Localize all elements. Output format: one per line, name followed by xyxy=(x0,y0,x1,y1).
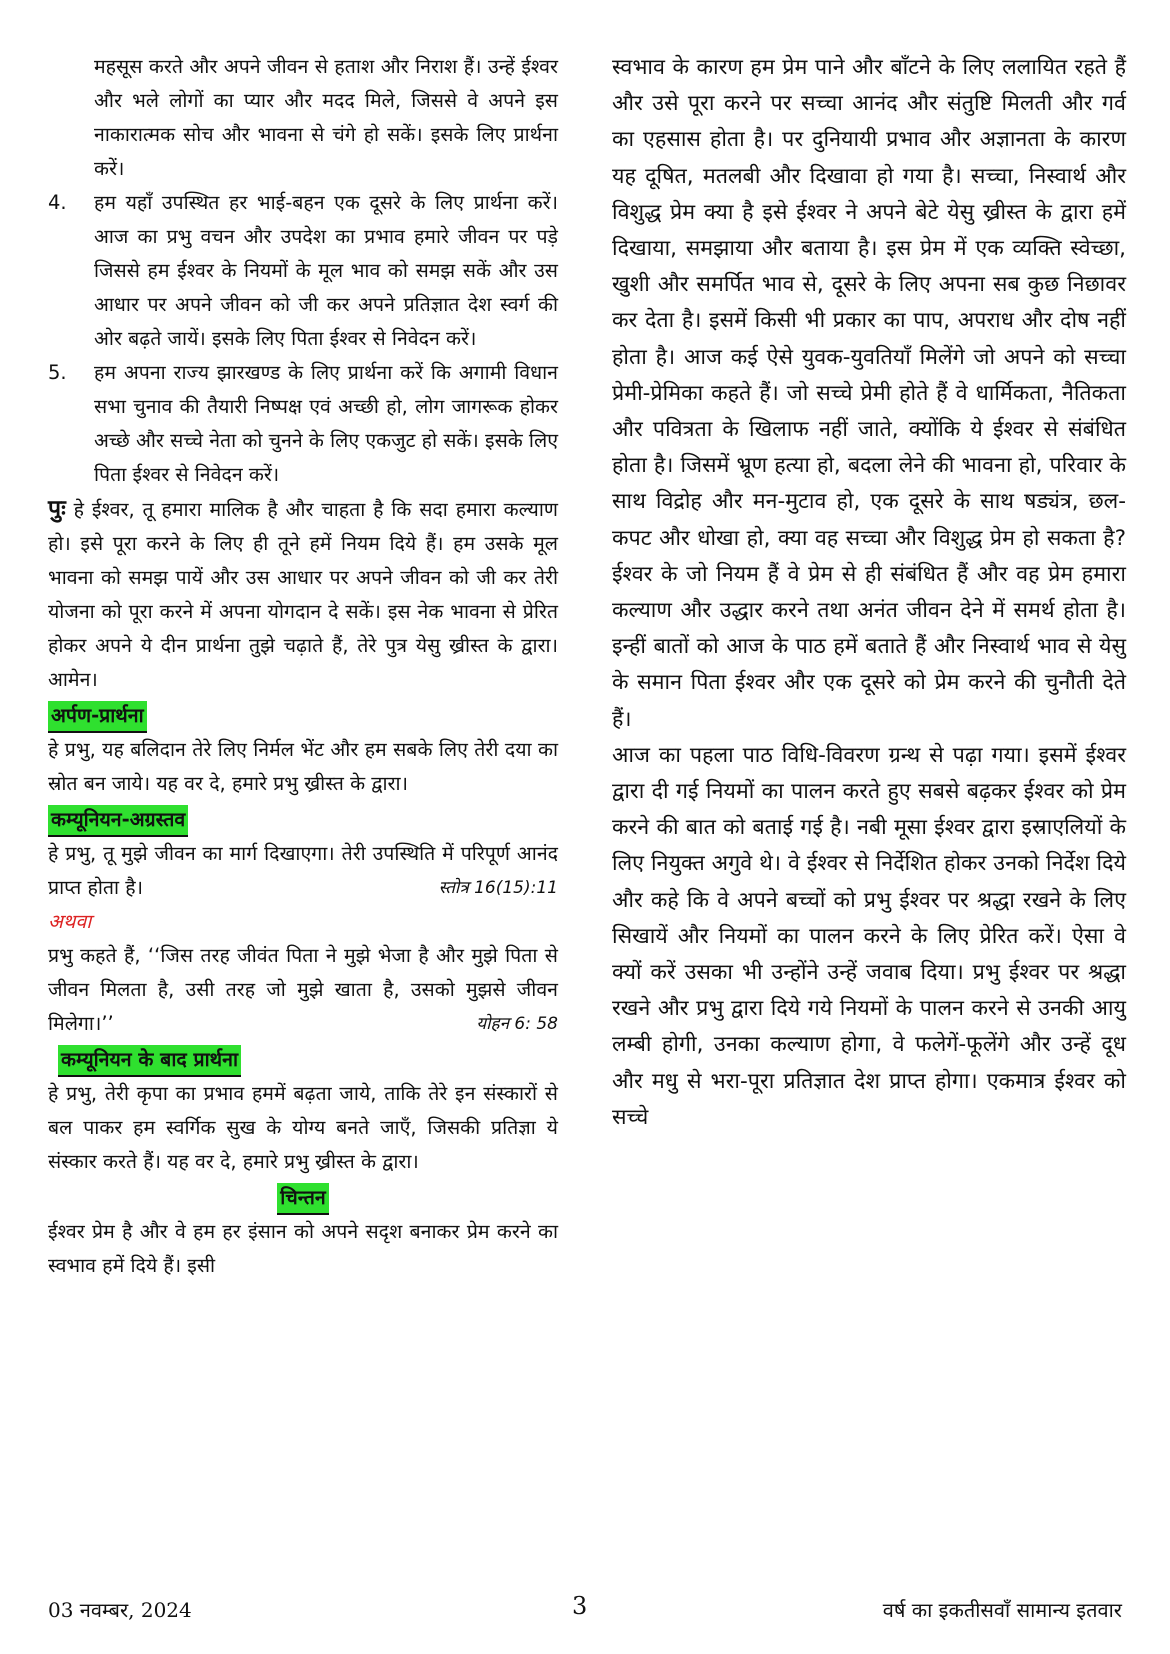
post-communion-heading: कम्यूनियन के बाद प्रार्थना xyxy=(58,1045,241,1077)
prayer-3-continuation: महसूस करते और अपने जीवन से हताश और निराश हैं। उन्हें ईश्वर और भले लोगों का प्यार और मदद मिले, जिससे वे अपने इस नाकारात्मक सोच और भावना से चंगे हो सकें। इसके लिए प्रार्थना करें। xyxy=(94,55,558,180)
prayer-number: 4. xyxy=(48,191,67,214)
reflection-heading-wrap xyxy=(48,1179,558,1215)
priest-prayer xyxy=(48,492,558,697)
priest-label: पुः xyxy=(48,496,66,522)
or-label: अथवा xyxy=(48,910,92,933)
right-column xyxy=(612,50,1126,1136)
prayer-number: 5. xyxy=(48,361,67,384)
communion-heading: कम्यूनियन-अग्रस्तव xyxy=(48,805,188,837)
prayer-text: हम अपना राज्य झारखण्ड के लिए प्रार्थना करें कि अगामी विधान सभा चुनाव की तैयारी निष्पक्ष एवं अच्छी हो, लोग जागरूक होकर अच्छे और सच्चे नेता को चुनने के लिए एकजुट हो सकें। इसके लिए पिता ईश्वर से निवेदन करें। xyxy=(94,361,558,486)
alternate-antiphon xyxy=(48,939,558,1041)
reflection-text: ईश्वर प्रेम है और वे हम हर इंसान को अपने सदृश बनाकर प्रेम करने का स्वभाव हमें दिये हैं। इसी xyxy=(48,1220,558,1277)
communion-citation: स्तोत्र 16(15):11 xyxy=(438,878,558,898)
offering-heading: अर्पण-प्रार्थना xyxy=(48,701,147,733)
reflection-paragraph-2: आज का पहला पाठ विधि-विवरण ग्रन्थ से पढ़ा गया। इसमें ईश्वर द्वारा दी गई नियमों का पालन करते हुए सबसे बढ़कर ईश्वर को प्रेम करने की बात को बताई गई है। नबी मूसा ईश्वर द्वारा इस्राएलियों के लिए नियुक्त अगुवे थे। वे ईश्वर से निर्देशित होकर उनको निर्देश दिये और कहे कि वे अपने बच्चों को प्रभु ईश्वर पर श्रद्धा रखने के लिए सिखायें और नियमों का पालन करने के लिए प्रेरित करें। ऐसा वे क्यों करें उसका भी उन्होंने उन्हें जवाब दिया। प्रभु ईश्वर पर श्रद्धा रखने और प्रभु द्वारा दिये गये नियमों के पालन करने से उनकी आयु लम्बी होगी, उनका कल्याण होगा, वे फलेगें-फूलेंगे और उन्हें दूध और मधु से भरा-पूरा प्रतिज्ञात देश प्राप्त होगा। एकमात्र ईश्वर को सच्चे xyxy=(612,742,1126,1130)
alternate-citation: योहन 6: 58 xyxy=(476,1014,558,1034)
reflection-heading: चिन्तन xyxy=(277,1183,328,1215)
offering-text: हे प्रभु, यह बलिदान तेरे लिए निर्मल भेंट और हम सबके लिए तेरी दया का स्रोत बन जाये। यह वर दे, हमारे प्रभु ख्रीस्त के द्वारा। xyxy=(48,738,558,795)
priest-text: हे ईश्वर, तू हमारा मालिक है और चाहता है कि सदा हमारा कल्याण हो। इसे पूरा करने के लिए ही तूने हमें नियम दिये हैं। हम उसके मूल भावना को समझ पायें और उस आधार पर अपने जीवन को जी कर तेरी योजना को पूरा करने में अपना योगदान दे सकें। इस नेक भावना से प्रेरित होकर अपने ये दीन प्रार्थना तुझे चढ़ाते हैं, तेरे पुत्र येसु ख्रीस्त के द्वारा। आमेन। xyxy=(48,498,559,691)
communion-antiphon xyxy=(48,837,558,905)
post-communion-text: हे प्रभु, तेरी कृपा का प्रभाव हममें बढ़ता जाये, ताकि तेरे इन संस्कारों से बल पाकर हम स्वर्गिक सुख के योग्य बनते जाएँ, जिसकी प्रतिज्ञा ये संस्कार करते हैं। यह वर दे, हमारे प्रभु ख्रीस्त के द्वारा। xyxy=(48,1082,558,1173)
communion-text: हे प्रभु, तू मुझे जीवन का मार्ग दिखाएगा। तेरी उपस्थिति में परिपूर्ण आनंद प्राप्त होता है। xyxy=(48,842,558,899)
left-column xyxy=(48,50,558,1283)
prayer-item-5 xyxy=(48,356,558,492)
prayer-item-4 xyxy=(48,186,558,356)
footer-date: 03 नवम्बर, 2024 xyxy=(48,1598,192,1622)
reflection-paragraph-1: स्वभाव के कारण हम प्रेम पाने और बाँटने के लिए ललायित रहते हैं और उसे पूरा करने पर सच्चा आनंद और संतुष्टि मिलती और गर्व का एहसास होता है। पर दुनियायी प्रभाव और अज्ञानता के कारण यह दूषित, मतलबी और दिखावा हो गया है। सच्चा, निस्वार्थ और विशुद्ध प्रेम क्या है इसे ईश्वर ने अपने बेटे येसु ख्रीस्त के द्वारा हमें दिखाया, समझाया और बताया है। इस प्रेम में एक व्यक्ति स्वेच्छा, खुशी और समर्पित भाव से, दूसरे के लिए अपना सब कुछ निछावर कर देता है। इसमें किसी भी प्रकार का पाप, अपराध और दोष नहीं होता है। आज कई ऐसे युवक-युवतियाँ मिलेंगे जो अपने को सच्चा प्रेमी-प्रेमिका कहते हैं। जो सच्चे प्रेमी होते हैं वे धार्मिकता, नैतिकता और पवित्रता के खिलाफ नहीं जाते, क्योंकि ये ईश्वर से संबंधित होता है। जिसमें भ्रूण हत्या हो, बदला लेने की भावना हो, परिवार के साथ विद्रोह और मन-मुटाव हो, एक दूसरे के साथ षड्यंत्र, छल-कपट और धोखा हो, क्या वह सच्चा और विशुद्ध प्रेम हो सकता है? ईश्वर के जो नियम हैं वे प्रेम से ही संबंधित हैं और वह प्रेम हमारा कल्याण और उद्धार करने तथा अनंत जीवन देने में समर्थ होता है। इन्हीं बातों को आज के पाठ हमें बताते हैं और निस्वार्थ भाव से येसु के समान पिता ईश्वर और एक दूसरे को प्रेम करने की चुनौती देते हैं। xyxy=(612,55,1126,732)
page-number: 3 xyxy=(572,1592,588,1620)
footer-title: वर्ष का इकतीसवाँ सामान्य इतवार xyxy=(882,1598,1122,1622)
prayer-text: हम यहाँ उपस्थित हर भाई-बहन एक दूसरे के लिए प्रार्थना करें। आज का प्रभु वचन और उपदेश का प्रभाव हमारे जीवन पर पड़े जिससे हम ईश्वर के नियमों के मूल भाव को समझ सकें और उस आधार पर अपने जीवन को जी कर अपने प्रतिज्ञात देश स्वर्ग की ओर बढ़ते जायें। इसके लिए पिता ईश्वर से निवेदन करें। xyxy=(94,191,558,350)
alternate-text: प्रभु कहते हैं, ‘‘जिस तरह जीवंत पिता ने मुझे भेजा है और मुझे पिता से जीवन मिलता है, उसी तरह जो मुझे खाता है, उसको मुझसे जीवन मिलेगा।’’ xyxy=(48,944,558,1035)
